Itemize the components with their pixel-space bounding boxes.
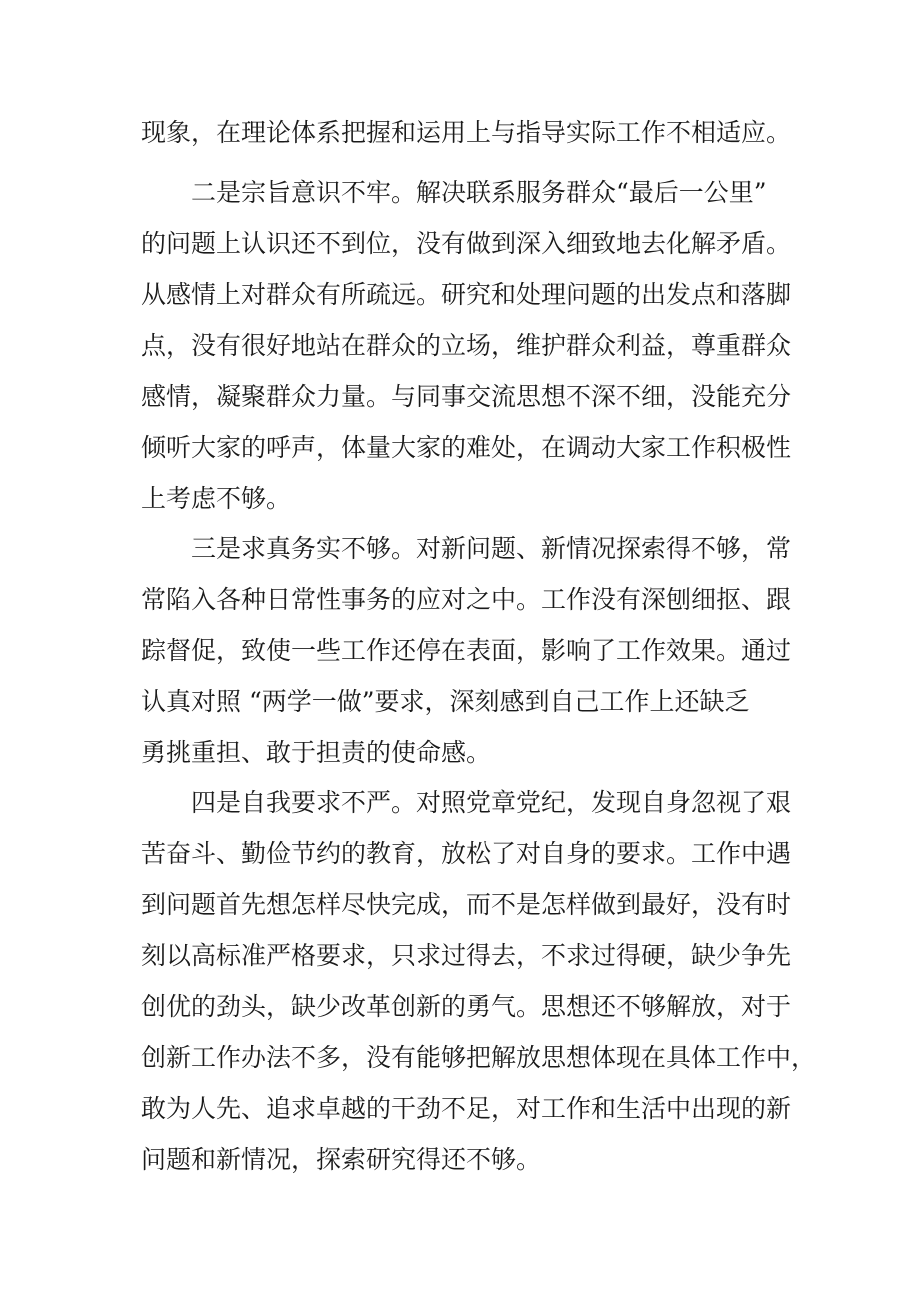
paragraph-point-3 — [141, 523, 791, 778]
paragraph-continuation — [141, 107, 791, 158]
text-line: 感情，凝聚群众力量。与同事交流思想不深不细，没能充分 — [141, 382, 792, 411]
text-line: 倾听大家的呼声，体量大家的难处，在调动大家工作积极性 — [141, 433, 792, 462]
text-line: 点，没有很好地站在群众的立场，维护群众利益，尊重群众 — [141, 331, 792, 360]
text-line: 创优的劲头，缺少改革创新的勇气。思想还不够解放，对于 — [141, 992, 792, 1021]
text-line: 认真对照 “两学一做”要求，深刻感到自己工作上还缺乏 — [141, 687, 750, 716]
paragraph-point-2 — [141, 167, 791, 524]
text-line: 勇挑重担、敢于担责的使命感。 — [141, 738, 492, 767]
text-line: 二是宗旨意识不牢。解决联系服务群众“最后一公里” — [191, 178, 767, 207]
text-line: 从感情上对群众有所疏远。研究和处理问题的出发点和落脚 — [141, 280, 792, 309]
text-line: 到问题首先想怎样尽快完成，而不是怎样做到最好，没有时 — [141, 890, 792, 919]
text-line: 敢为人先、追求卓越的干劲不足，对工作和生活中出现的新 — [141, 1094, 792, 1123]
text-line: 四是自我要求不严。对照党章党纪，发现自身忽视了艰 — [191, 788, 792, 817]
text-line: 常陷入各种日常性事务的应对之中。工作没有深刨细抠、跟 — [141, 585, 792, 614]
text-line: 刻以高标准严格要求，只求过得去，不求过得硬，缺少争先 — [141, 941, 792, 970]
text-line: 苦奋斗、勤俭节约的教育，放松了对自身的要求。工作中遇 — [141, 839, 792, 868]
text-line: 现象，在理论体系把握和运用上与指导实际工作不相适应。 — [141, 118, 792, 147]
text-line: 创新工作办法不多，没有能够把解放思想体现在具体工作中， — [141, 1043, 817, 1072]
text-line: 踪督促，致使一些工作还停在表面，影响了工作效果。通过 — [141, 636, 792, 665]
text-line: 三是求真务实不够。对新问题、新情况探索得不够，常 — [191, 534, 792, 563]
text-line: 的问题上认识还不到位，没有做到深入细致地去化解矛盾。 — [141, 229, 792, 258]
text-line: 上考虑不够。 — [141, 484, 292, 513]
paragraph-point-4 — [141, 777, 817, 1185]
text-line: 问题和新情况，探索研究得还不够。 — [141, 1145, 542, 1174]
